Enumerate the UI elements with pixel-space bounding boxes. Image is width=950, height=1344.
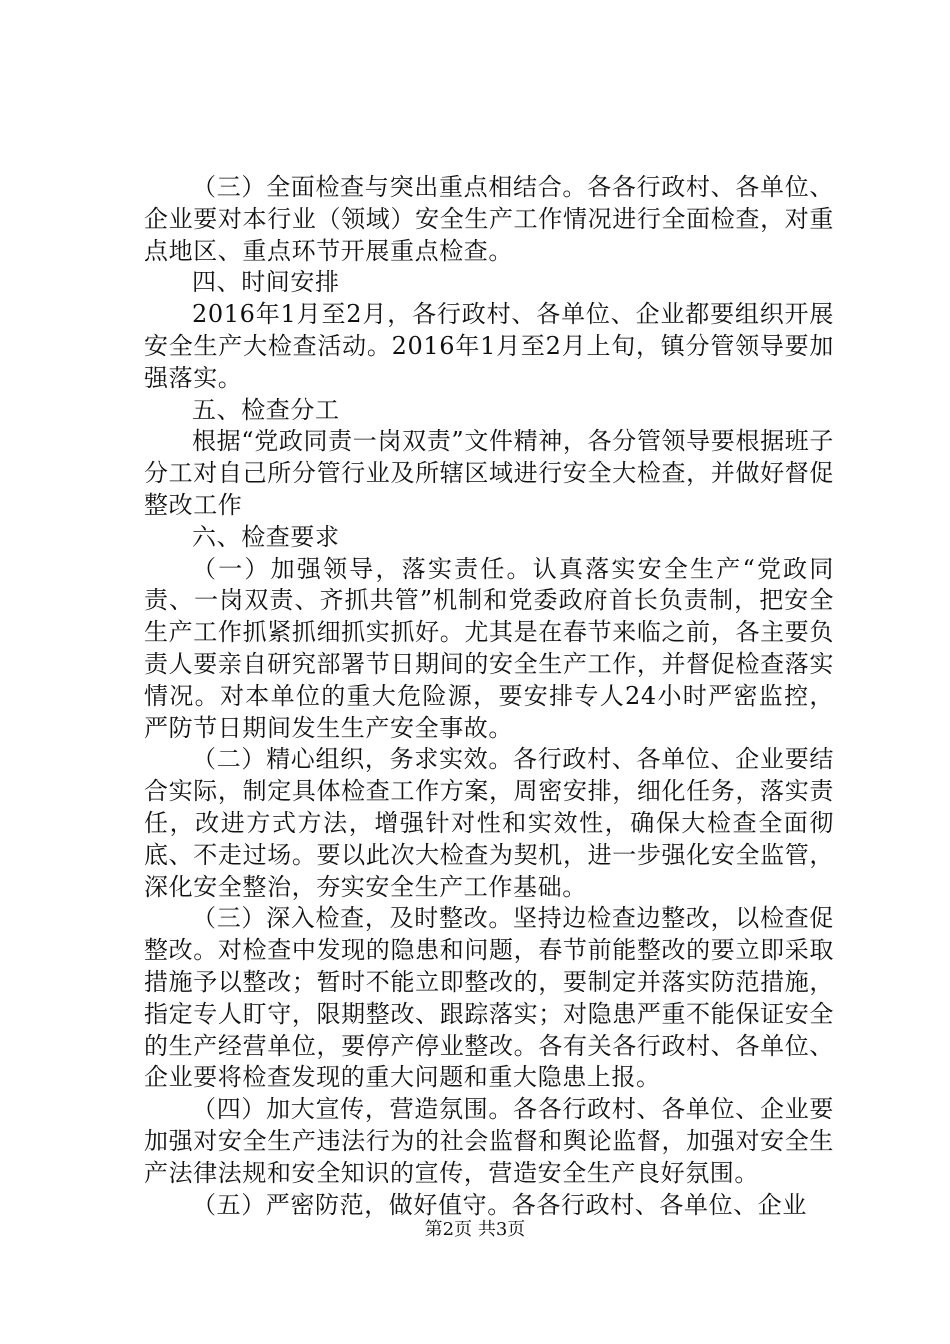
paragraph-requirement-4: （四）加大宣传，营造氛围。各各行政村、各单位、企业要加强对安全生产违法行为的社会监督和舆论监督，加强对安全生产法律法规和安全知识的宣传，营造安全生产良好氛围。 xyxy=(144,1095,834,1187)
page-footer: 第2页 共3页 xyxy=(424,1219,526,1240)
paragraph-requirement-1: （一）加强领导，落实责任。认真落实安全生产“党政同责、一岗双责、齐抓共管”机制和党委政府首长负责制，把安全生产工作抓紧抓细抓实抓好。尤其是在春节来临之前，各主要负责人要亲自研究部署节日期间的安全生产工作，并督促检查落实情况。对本单位的重大危险源，要安排专人24小时严密监控，严防节日期间发生生产安全事故。 xyxy=(144,554,834,742)
section-heading-division: 五、检查分工 xyxy=(192,395,340,424)
paragraph-requirement-2: （二）精心组织，务求实效。各行政村、各单位、企业要结合实际，制定具体检查工作方案，周密安排，细化任务，落实责任，改进方式方法，增强针对性和实效性，确保大检查全面彻底、不走过场。要以此次大检查为契机，进一步强化安全监管，深化安全整治，夯实安全生产工作基础。 xyxy=(144,745,834,901)
paragraph-division: 根据“党政同责一岗双责”文件精神，各分管领导要根据班子分工对自己所分管行业及所辖区域进行安全大检查，并做好督促整改工作 xyxy=(144,427,834,519)
paragraph-requirement-3: （三）深入检查，及时整改。坚持边检查边整改，以检查促整改。对检查中发现的隐患和问题，春节前能整改的要立即采取措施予以整改；暂时不能立即整改的，要制定并落实防范措施，指定专人盯守，限期整改、跟踪落实；对隐患严重不能保证安全的生产经营单位，要停产停业整改。各有关各行政村、各单位、企业要将检查发现的重大问题和重大隐患上报。 xyxy=(144,904,834,1092)
paragraph-schedule: 2016年1月至2月，各行政村、各单位、企业都要组织开展安全生产大检查活动。2016年1月至2月上旬，镇分管领导要加强落实。 xyxy=(144,300,834,392)
section-heading-requirements: 六、检查要求 xyxy=(192,522,340,551)
paragraph-requirement-5: （五）严密防范，做好值守。各各行政村、各单位、企业 xyxy=(192,1190,807,1219)
paragraph-1: （三）全面检查与突出重点相结合。各各行政村、各单位、企业要对本行业（领域）安全生产工作情况进行全面检查，对重点地区、重点环节开展重点检查。 xyxy=(144,173,834,265)
section-heading-schedule: 四、时间安排 xyxy=(192,268,340,297)
document-body xyxy=(144,172,834,1221)
